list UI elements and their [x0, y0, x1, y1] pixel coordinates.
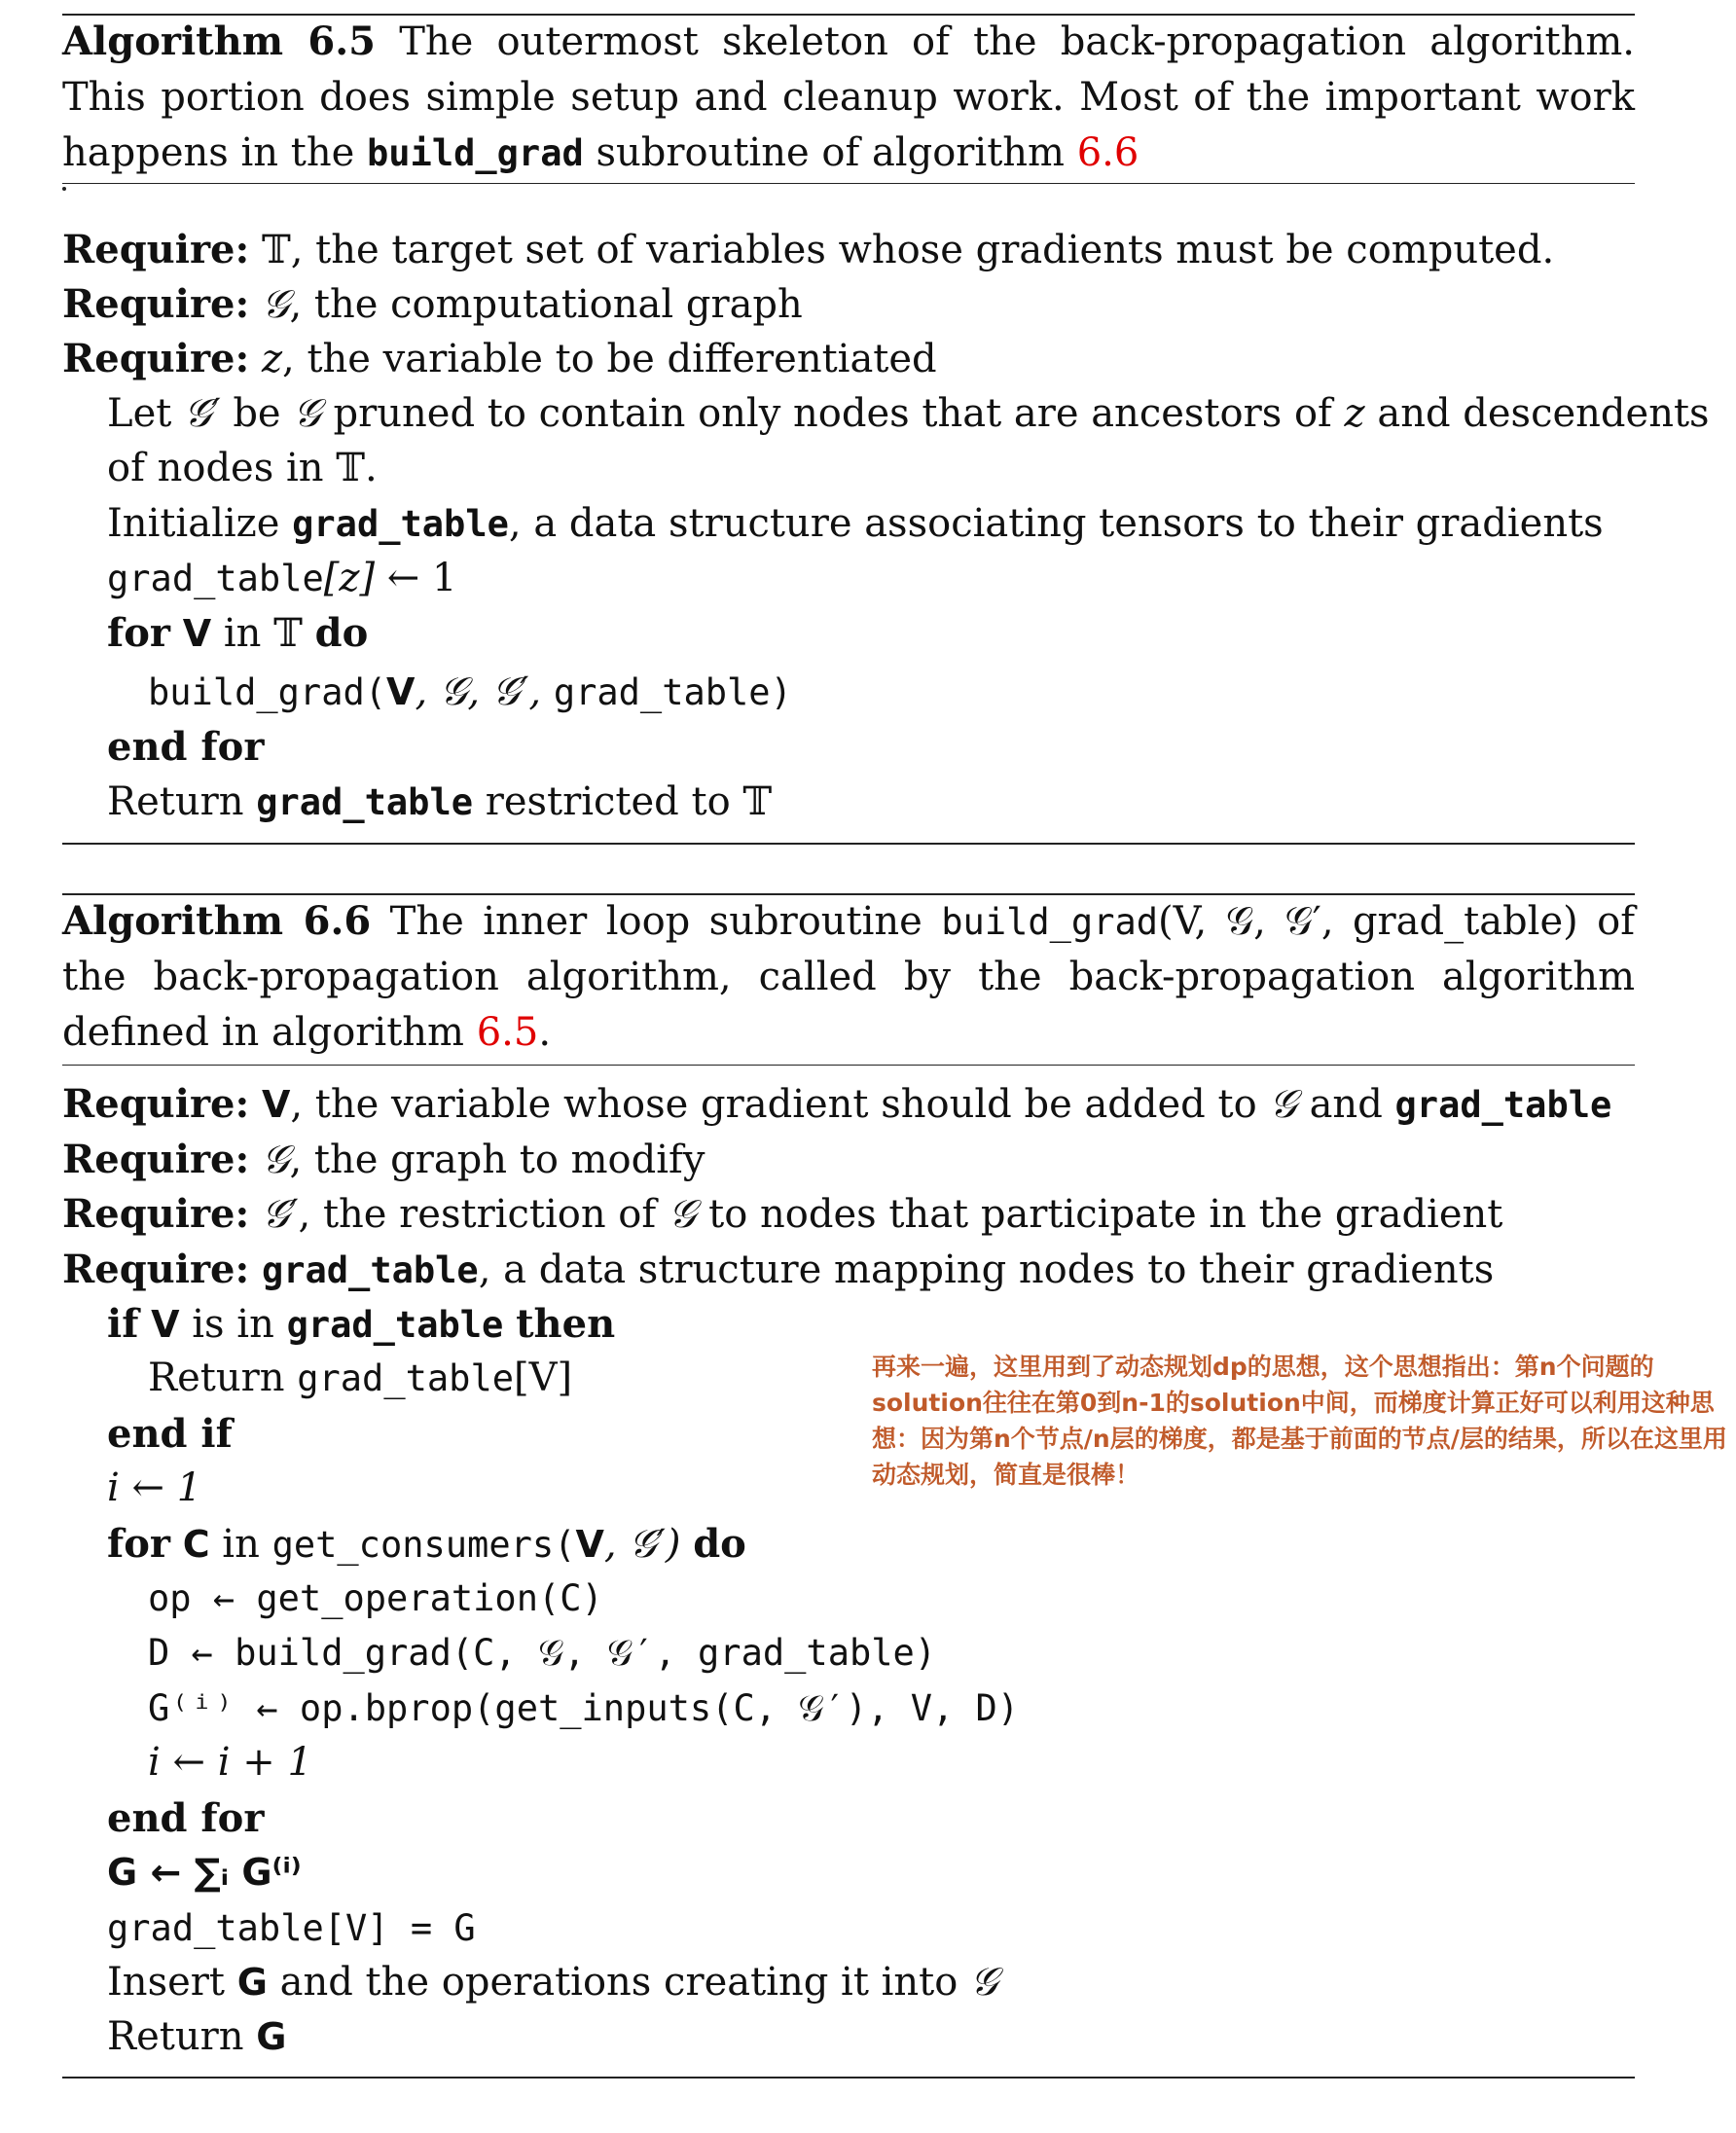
algo1-require-2: Require: 𝒢, the computational graph — [62, 281, 803, 327]
algo1-init-line: Initialize grad_table, a data structure associating tensors to their gradients — [107, 501, 1604, 546]
algo2-for-line: for C in get_consumers(V, 𝒢′) do — [107, 1521, 746, 1567]
algo2-insert-line: Insert G and the operations creating it into 𝒢 — [107, 1960, 998, 2005]
algo2-endif: end if — [107, 1411, 233, 1457]
algo1-gt-line: grad_table[z] ← 1 — [107, 556, 457, 600]
algo2-inc-line: i ← i + 1 — [148, 1740, 312, 1785]
algo2-caption: Algorithm 6.6 The inner loop subroutine build_grad(V, 𝒢, 𝒢′, grad_table) of the back-propagation algorithm, called by the back-propagation algorithm defined in algorithm 6.5. — [62, 898, 1636, 1055]
algo2-i-init: i ← 1 — [107, 1465, 202, 1510]
algo1-bottom-rule — [62, 843, 1635, 845]
algo2-require-4: Require: grad_table, a data structure mapping nodes to their gradients — [62, 1247, 1495, 1292]
algo2-ref-link[interactable]: 6.5 — [476, 1010, 539, 1055]
stray-dot — [62, 187, 66, 191]
algo1-label: Algorithm 6.5 — [62, 18, 377, 64]
algo1-let-line-2: of nodes in 𝕋. — [107, 446, 378, 490]
algo2-caption-rule — [62, 1065, 1635, 1066]
algo1-call-line: build_grad(V, 𝒢, 𝒢′, grad_table) — [148, 669, 792, 714]
annotation-note: 再来一遍，这里用到了动态规划dp的思想，这个思想指出：第n个问题的solution往往在第0到n-1的solution中间，而梯度计算正好可以利用这种思想：因为第n个节点/n层的梯度，都是基于前面的节点/层的结果，所以在这里用动态规划，简直是很棒！ — [872, 1353, 1727, 1489]
algo2-return-2: Return G — [107, 2014, 287, 2059]
algo1-for-line: for V in 𝕋 do — [107, 610, 369, 656]
algo1-caption-rule — [62, 183, 1635, 184]
algo1-ref-link[interactable]: 6.6 — [1076, 130, 1139, 175]
algo2-bottom-rule — [62, 2077, 1635, 2079]
algo2-require-1: Require: V, the variable whose gradient should be added to 𝒢 and grad_table — [62, 1081, 1612, 1127]
algo1-let-line: Let 𝒢′ be 𝒢 pruned to contain only nodes that are ancestors of z and descendents — [107, 391, 1710, 436]
algo2-label: Algorithm 6.6 — [62, 898, 372, 944]
algo2-d-line: D ← build_grad(C, 𝒢, 𝒢′, grad_table) — [148, 1632, 937, 1674]
algo1-endfor: end for — [107, 724, 265, 770]
algo2-return-1: Return grad_table[V] — [148, 1356, 573, 1400]
algo2-if-line: if V is in grad_table then — [107, 1301, 616, 1347]
algo1-require-3: Require: z, the variable to be differentiated — [62, 336, 937, 381]
algo1-require-1: Require: 𝕋, the target set of variables whose gradients must be computed. — [62, 227, 1555, 272]
algo1-caption: Algorithm 6.5 The outermost skeleton of the back-propagation algorithm. This portion does simple setup and cleanup work. Most of the important work happens in the build_grad subroutine of algorithm 6.6 — [62, 18, 1635, 175]
algo2-require-3: Require: 𝒢′, the restriction of 𝒢 to nodes that participate in the gradient — [62, 1191, 1503, 1237]
algo2-sum-line: G ← ∑ᵢ G⁽ⁱ⁾ — [107, 1851, 302, 1894]
algo2-g-line: G⁽ⁱ⁾ ← op.bprop(get_inputs(C, 𝒢′), V, D) — [148, 1687, 1020, 1729]
algo1-return-line: Return grad_table restricted to 𝕋 — [107, 779, 773, 824]
algo2-endfor: end for — [107, 1795, 265, 1841]
algo2-assign-line: grad_table[V] = G — [107, 1907, 476, 1949]
algo2-require-2: Require: 𝒢, the graph to modify — [62, 1137, 705, 1182]
algo2-op-line: op ← get_operation(C) — [148, 1577, 603, 1619]
